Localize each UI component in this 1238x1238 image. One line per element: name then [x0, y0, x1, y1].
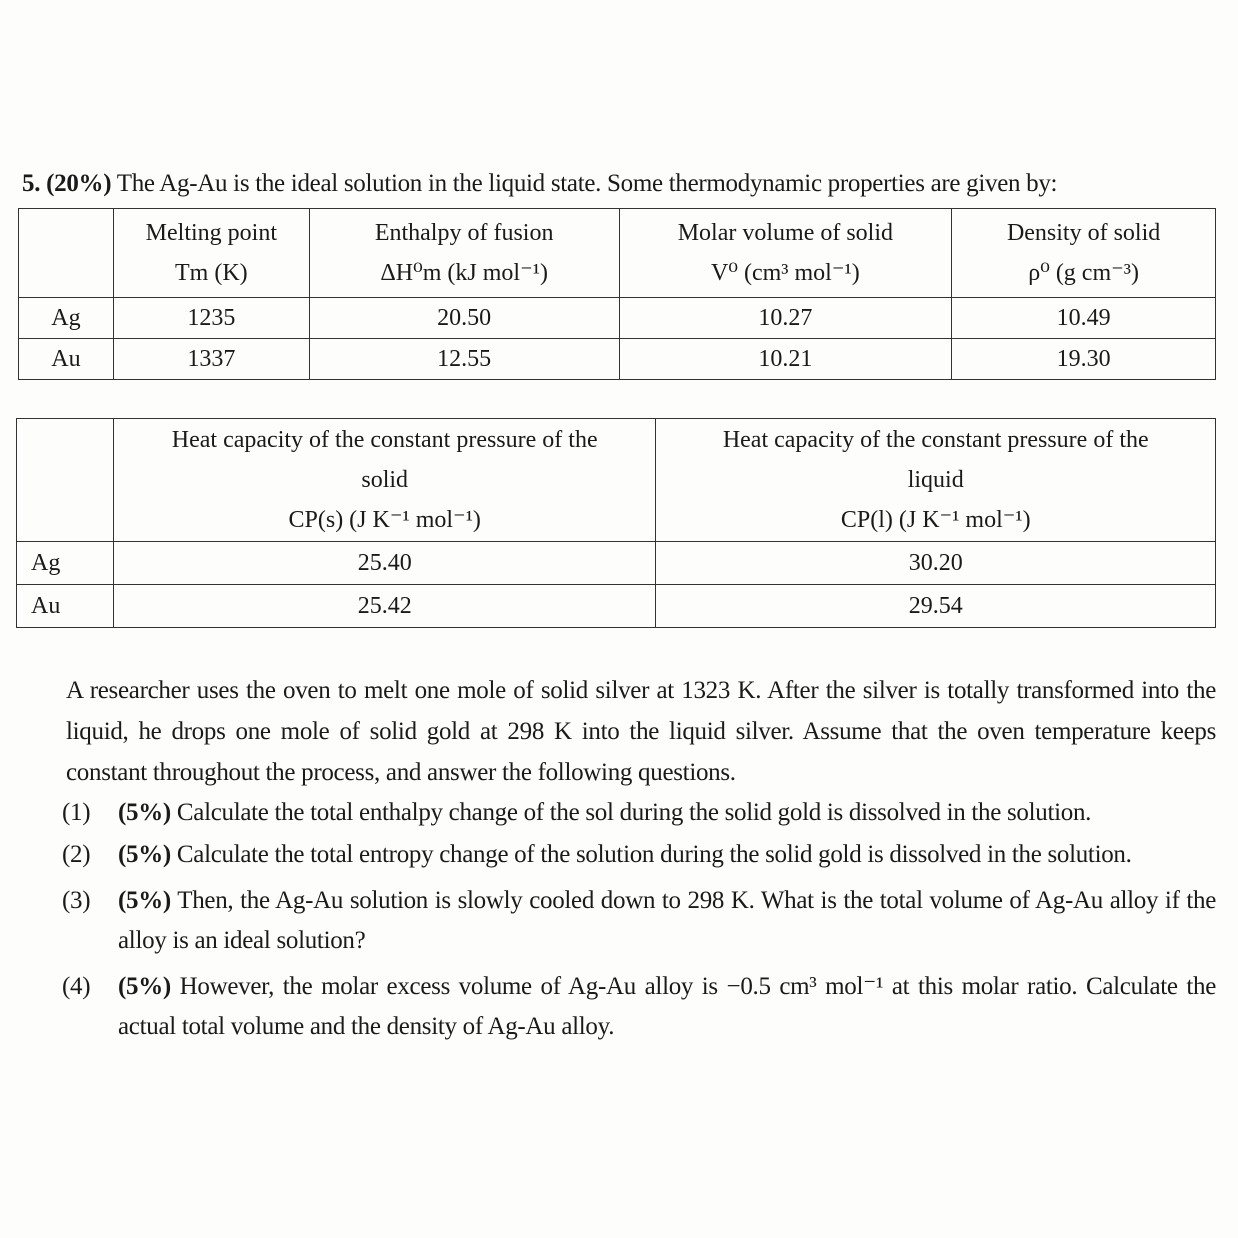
question-header: [22, 170, 1222, 198]
header-unit: Tm (K): [175, 260, 248, 286]
header-line: Enthalpy of fusion: [374, 220, 554, 246]
table-cell: 19.30: [952, 339, 1216, 380]
header-heat-capacity-liquid: [656, 419, 1216, 542]
part-weight: (5%): [118, 841, 171, 868]
table-corner-cell: [19, 209, 114, 298]
part-text: However, the molar excess volume of Ag-Au alloy is −0.5 cm³ mol⁻¹ at this molar ratio. Calculate the actual total volume and the density of Ag-Au alloy.: [118, 973, 1216, 1040]
row-label: Au: [17, 585, 114, 628]
header-line: liquid: [907, 467, 964, 493]
question-parts: [62, 793, 1216, 1049]
header-line: Molar volume of solid: [677, 220, 894, 246]
header-unit: V⁰ (cm³ mol⁻¹): [711, 260, 860, 286]
heat-capacity-table: [16, 418, 1216, 628]
part-weight: (5%): [118, 887, 171, 914]
part-body: [118, 835, 1216, 875]
header-molar-volume: [619, 209, 952, 298]
table-cell: 30.20: [656, 542, 1216, 585]
part-label: (4): [62, 973, 91, 1000]
header-unit: CP(l) (J K⁻¹ mol⁻¹): [840, 507, 1031, 533]
table-header-row: [17, 419, 1216, 542]
table-row: [17, 585, 1216, 628]
table-cell: 10.49: [952, 298, 1216, 339]
header-line: Heat capacity of the constant pressure of the: [722, 427, 1149, 453]
table-cell: 20.50: [309, 298, 619, 339]
question-text: The Ag-Au is the ideal solution in the liquid state. Some thermodynamic properties are given by:: [116, 170, 1058, 197]
header-enthalpy-of-fusion: [309, 209, 619, 298]
table-corner-cell: [17, 419, 114, 542]
header-unit: CP(s) (J K⁻¹ mol⁻¹): [288, 507, 481, 533]
table-cell: 25.40: [113, 542, 656, 585]
table-cell: 25.42: [113, 585, 656, 628]
header-line: Density of solid: [1006, 220, 1161, 246]
part-weight: (5%): [118, 799, 171, 826]
table-cell: 10.27: [619, 298, 952, 339]
table-cell: 1337: [113, 339, 309, 380]
part-label: (1): [62, 799, 91, 826]
table-cell: 10.21: [619, 339, 952, 380]
part-body: [118, 793, 1216, 833]
table-cell: 29.54: [656, 585, 1216, 628]
header-heat-capacity-solid: [113, 419, 656, 542]
part-body: [118, 967, 1216, 1047]
question-number: 5.: [22, 170, 41, 197]
part-text: Calculate the total enthalpy change of the sol during the solid gold is dissolved in the solution.: [176, 799, 1092, 826]
table-row: [17, 542, 1216, 585]
table-row: [19, 298, 1216, 339]
problem-statement: A researcher uses the oven to melt one mole of solid silver at 1323 K. After the silver is totally transformed into the liquid, he drops one mole of solid gold at 298 K into the liquid silver. Assume that the oven temperature keeps constant throughout the process, and answer the following questions.: [66, 677, 1216, 786]
question-part: [62, 793, 1216, 833]
part-label: (3): [62, 887, 91, 914]
header-unit: ΔH⁰m (kJ mol⁻¹): [380, 260, 548, 286]
table-row: [19, 339, 1216, 380]
properties-table: [18, 208, 1216, 380]
header-line: Heat capacity of the constant pressure of the: [171, 427, 598, 453]
header-density: [952, 209, 1216, 298]
part-weight: (5%): [118, 973, 171, 1000]
table-header-row: [19, 209, 1216, 298]
table-cell: 12.55: [309, 339, 619, 380]
header-unit: ρ⁰ (g cm⁻³): [1028, 260, 1139, 286]
question-weight: (20%): [46, 170, 112, 197]
part-label: (2): [62, 841, 91, 868]
part-text: Then, the Ag-Au solution is slowly cooled down to 298 K. What is the total volume of Ag-Au alloy if the alloy is an ideal solution?: [118, 887, 1217, 954]
table-cell: 1235: [113, 298, 309, 339]
question-part: [62, 967, 1216, 1047]
header-line: solid: [361, 467, 409, 493]
row-label: Au: [19, 339, 114, 380]
question-part: [62, 835, 1216, 875]
header-line: Melting point: [145, 220, 278, 246]
header-melting-point: [113, 209, 309, 298]
row-label: Ag: [19, 298, 114, 339]
question-part: [62, 881, 1216, 961]
part-body: [118, 881, 1216, 961]
row-label: Ag: [17, 542, 114, 585]
part-text: Calculate the total entropy change of the solution during the solid gold is dissolved in the solution.: [176, 841, 1132, 868]
